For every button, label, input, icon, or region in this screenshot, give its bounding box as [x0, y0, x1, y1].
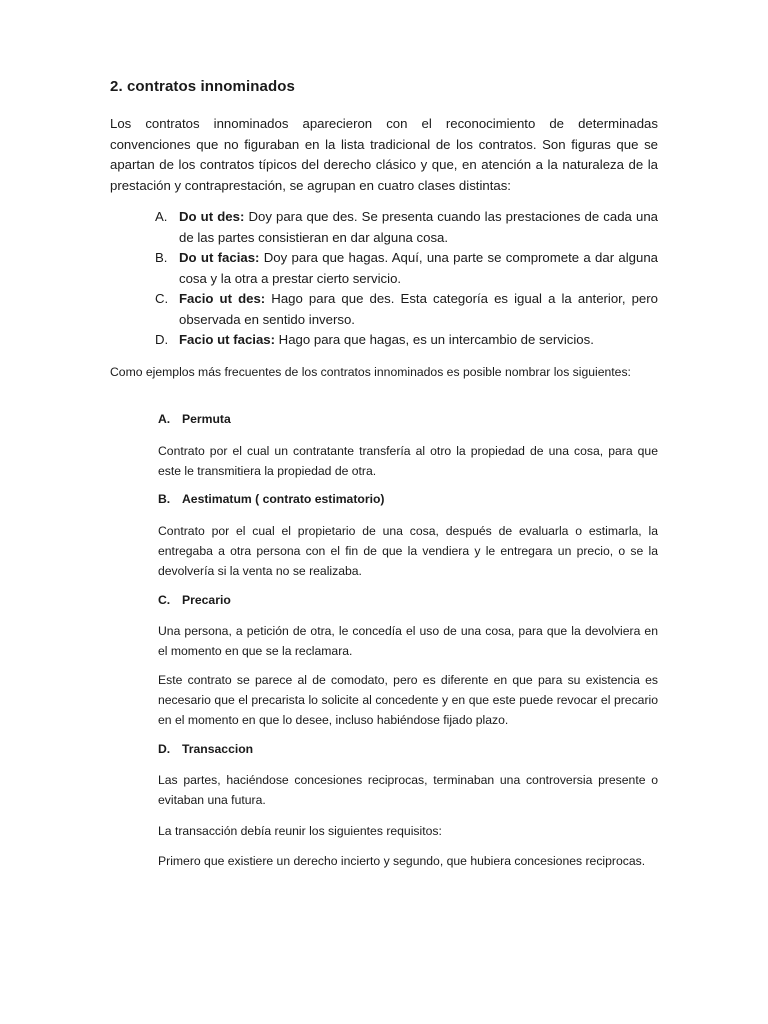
- subheading-marker: D.: [158, 742, 171, 756]
- aestimatum-paragraph: Contrato por el cual el propietario de una cosa, después de evaluarla o estimarla, la entregaba a otra persona con el fin de que la vendiera y le entregara un precio, o se la devolvería si la venta no se realizaba.: [158, 524, 658, 578]
- permuta-paragraph: Contrato por el cual un contratante transfería al otro la propiedad de una cosa, para que este le transmitiera la propiedad de otra.: [158, 444, 658, 478]
- transaccion-paragraph-1: Las partes, haciéndose concesiones reciprocas, terminaban una controversia presente o evitaban una futura.: [158, 773, 658, 807]
- examples-intro-paragraph: Como ejemplos más frecuentes de los contratos innominados es posible nombrar los siguientes:: [110, 365, 631, 379]
- list-marker: C.: [155, 291, 169, 306]
- section-title: 2. contratos innominados: [110, 78, 295, 95]
- subheading-marker: B.: [158, 492, 171, 506]
- precario-paragraph-2: Este contrato se parece al de comodato, pero es diferente en que para su existencia es necesario que el precarista lo solicite al concedente y en que este puede revocar el precario en el momento en que lo desee, incluso habiéndose fijado plazo.: [158, 673, 658, 727]
- subheading-transaccion: [158, 742, 253, 756]
- subheading-label: Permuta: [182, 412, 231, 426]
- class-text: Doy para que des. Se presenta cuando las prestaciones de cada una de las partes consistieran en dar alguna cosa.: [179, 209, 658, 245]
- transaccion-paragraph-2: La transacción debía reunir los siguientes requisitos:: [158, 824, 442, 838]
- class-term: Facio ut des:: [179, 291, 266, 306]
- contract-classes-list: [155, 207, 658, 351]
- subheading-label: Aestimatum ( contrato estimatorio): [182, 492, 385, 506]
- subheading-aestimatum: [158, 492, 384, 506]
- class-item-facio-ut-facias: [155, 330, 658, 351]
- list-marker: A.: [155, 209, 168, 224]
- class-term: Do ut facias:: [179, 250, 260, 265]
- class-term: Do ut des:: [179, 209, 245, 224]
- subheading-marker: A.: [158, 412, 171, 426]
- subheading-marker: C.: [158, 593, 171, 607]
- transaccion-paragraph-3: Primero que existiere un derecho incierto y segundo, que hubiera concesiones reciprocas.: [158, 854, 646, 868]
- class-item-do-ut-facias: [155, 248, 658, 289]
- class-term: Facio ut facias:: [179, 332, 276, 347]
- class-text: Doy para que hagas. Aquí, una parte se compromete a dar alguna cosa y la otra a prestar cierto servicio.: [179, 250, 659, 286]
- class-item-facio-ut-des: [155, 289, 658, 330]
- subheading-label: Precario: [182, 593, 231, 607]
- precario-paragraph-1: Una persona, a petición de otra, le concedía el uso de una cosa, para que la devolviera en el momento en que se la reclamara.: [158, 624, 658, 658]
- list-marker: D.: [155, 332, 169, 347]
- list-marker: B.: [155, 250, 168, 265]
- intro-paragraph: Los contratos innominados aparecieron con el reconocimiento de determinadas convenciones que no figuraban en la lista tradicional de los contratos. Son figuras que se apartan de los contratos típicos del derecho clásico y que, en atención a la naturaleza de la prestación y contraprestación, se agrupan en cuatro clases distintas:: [110, 116, 658, 193]
- class-text: Hago para que hagas, es un intercambio de servicios.: [275, 332, 594, 347]
- class-text: Hago para que des. Esta categoría es igual a la anterior, pero observada en sentido inverso.: [179, 291, 658, 327]
- class-item-do-ut-des: [155, 207, 658, 248]
- subheading-permuta: [158, 412, 231, 426]
- subheading-precario: [158, 593, 231, 607]
- subheading-label: Transaccion: [182, 742, 254, 756]
